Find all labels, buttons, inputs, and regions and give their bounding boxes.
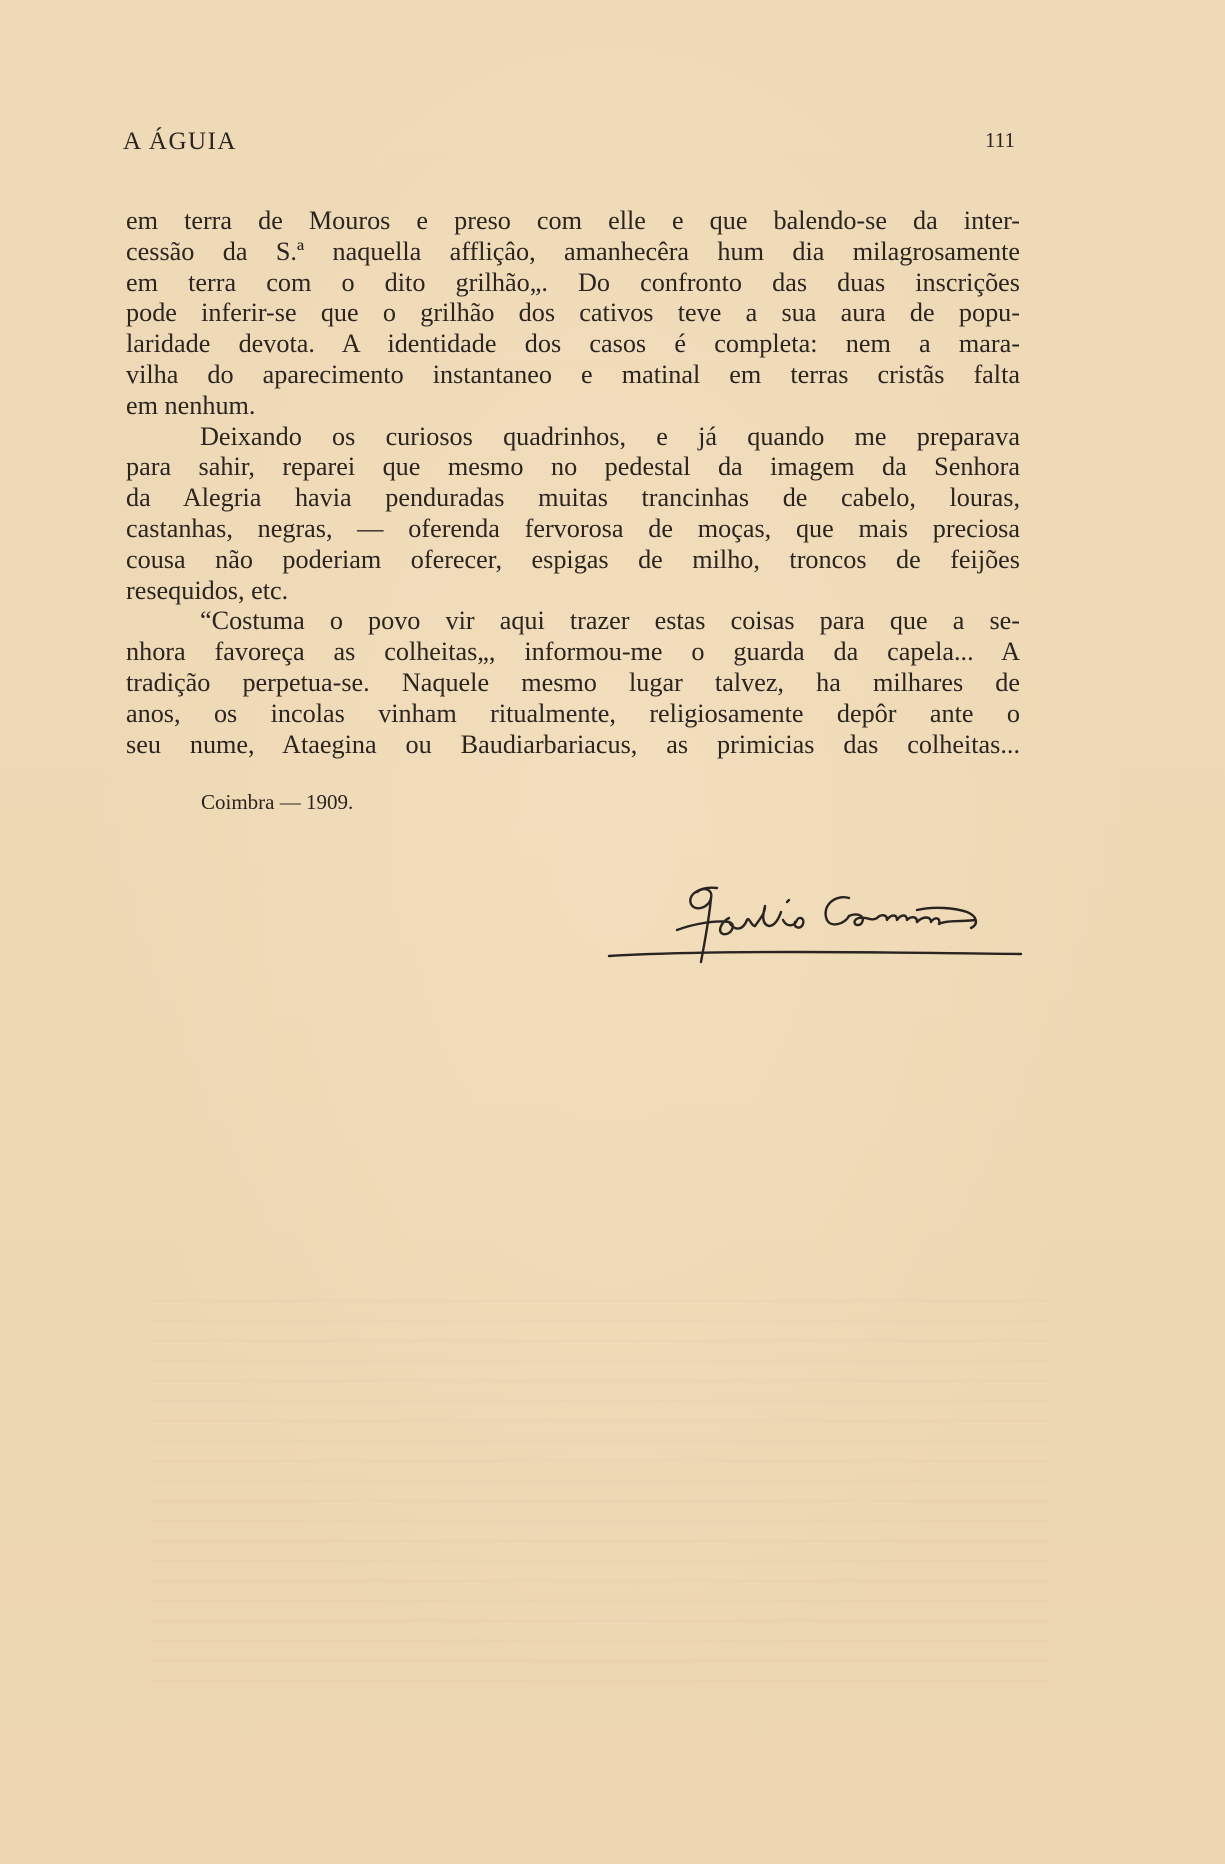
text-line: cessão da S.ª naquella affliçâo, amanhecêra hum dia milagrosamente — [126, 236, 1020, 266]
text-line: laridade devota. A identidade dos casos é completa: nem a mara- — [126, 329, 1020, 359]
running-head — [123, 128, 1015, 160]
text-line: tradição perpetua-se. Naquele mesmo lugar talvez, ha milhares de — [126, 667, 1020, 697]
text-line: “Costuma o povo vir aqui trazer estas coisas para que a se- — [200, 606, 1020, 636]
text-line: em nenhum. — [126, 390, 256, 420]
text-line: anos, os incolas vinham ritualmente, religiosamente depôr ante o — [126, 698, 1020, 728]
text-line: da Alegria havia penduradas muitas trancinhas de cabelo, louras, — [126, 483, 1020, 513]
signature — [605, 880, 1025, 970]
journal-title: A ÁGUIA — [123, 128, 237, 155]
text-line: vilha do aparecimento instantaneo e matinal em terras cristãs falta — [126, 359, 1020, 389]
text-line: em terra com o dito grilhão„. Do confronto das duas inscrições — [126, 267, 1020, 297]
text-line: castanhas, negras, — oferenda fervorosa de moças, que mais preciosa — [126, 513, 1020, 543]
show-through-texture — [150, 1300, 1050, 1700]
text-line: Deixando os curiosos quadrinhos, e já quando me preparava — [200, 421, 1020, 451]
text-line: cousa não poderiam oferecer, espigas de milho, troncos de feijões — [126, 544, 1020, 574]
page-number: 111 — [985, 128, 1015, 152]
place-date: Coimbra — 1909. — [201, 790, 354, 814]
text-line: pode inferir-se que o grilhão dos cativos teve a sua aura de popu- — [126, 298, 1020, 328]
text-line: para sahir, reparei que mesmo no pedestal da imagem da Senhora — [126, 452, 1020, 482]
text-line: resequidos, etc. — [126, 575, 289, 605]
text-line: em terra de Mouros e preso com elle e que balendo-se da inter- — [126, 206, 1020, 235]
text-line: seu nume, Ataegina ou Baudiarbariacus, as primicias das colheitas... — [126, 729, 1020, 759]
text-line: nhora favoreça as colheitas„, informou-me o guarda da capela... A — [126, 637, 1020, 667]
body-text — [126, 206, 1020, 760]
